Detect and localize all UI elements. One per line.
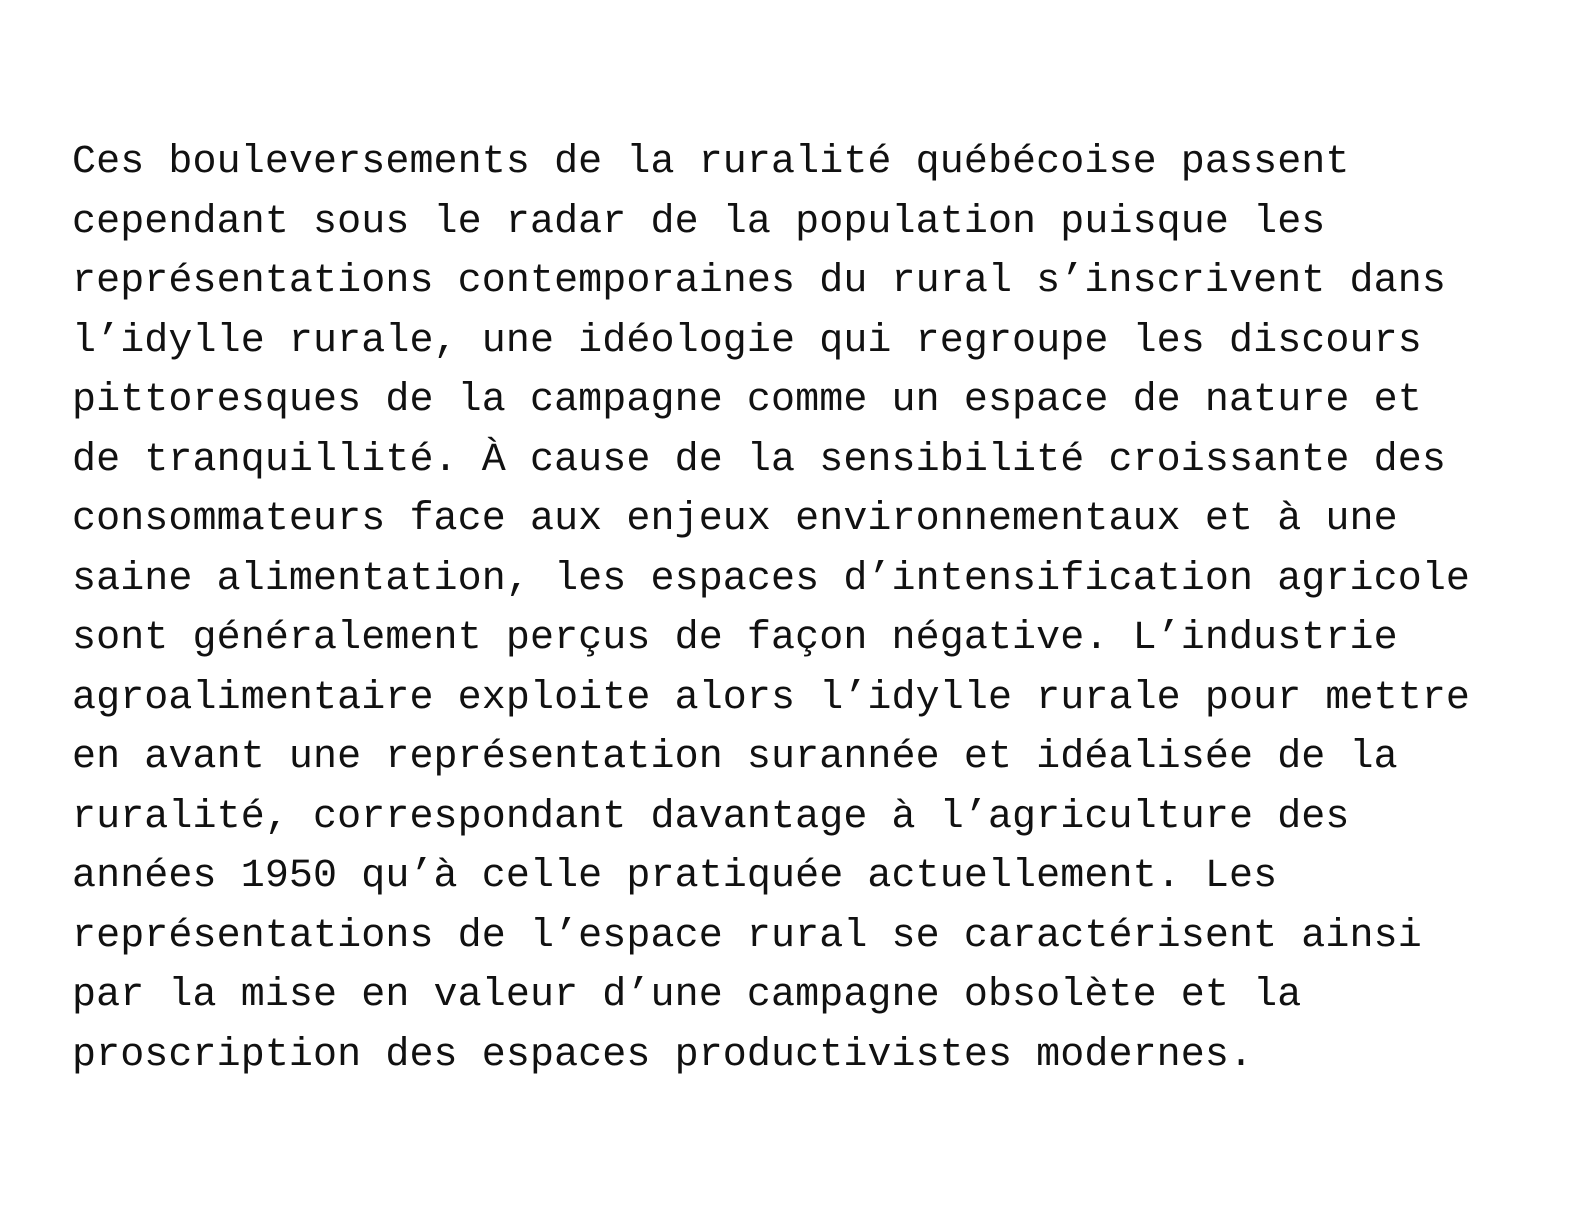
paragraph-line: représentations de l’espace rural se caractérisent ainsi <box>72 913 1422 959</box>
paragraph-line: par la mise en valeur d’une campagne obsolète et la <box>72 973 1302 1018</box>
paragraph-line: cependant sous le radar de la population puisque les <box>72 199 1326 245</box>
paragraph-line: l’idylle rurale, une idéologie qui regroupe les discours <box>72 318 1422 364</box>
paragraph-line: pittoresques de la campagne comme un espace de nature et <box>72 378 1422 423</box>
body-paragraph <box>72 133 1552 1085</box>
paragraph-line: agroalimentaire exploite alors l’idylle rurale pour mettre <box>72 675 1471 721</box>
paragraph-line: représentations contemporaines du rural s’inscrivent dans <box>72 259 1446 304</box>
paragraph-line: saine alimentation, les espaces d’intensification agricole <box>72 556 1471 602</box>
paragraph-line: proscription des espaces productivistes modernes. <box>72 1032 1254 1078</box>
paragraph-line: de tranquillité. À cause de la sensibilité croissante des <box>72 437 1446 483</box>
paragraph-line: sont généralement perçus de façon négative. L’industrie <box>72 616 1398 661</box>
paragraph-line: consommateurs face aux enjeux environnementaux et à une <box>72 497 1398 542</box>
paragraph-line: ruralité, correspondant davantage à l’agriculture des <box>72 794 1350 840</box>
paragraph-line: Ces bouleversements de la ruralité québécoise passent <box>72 140 1350 185</box>
paragraph-line: en avant une représentation surannée et idéalisée de la <box>72 735 1398 780</box>
paragraph-line: années 1950 qu’à celle pratiquée actuellement. Les <box>72 854 1278 899</box>
